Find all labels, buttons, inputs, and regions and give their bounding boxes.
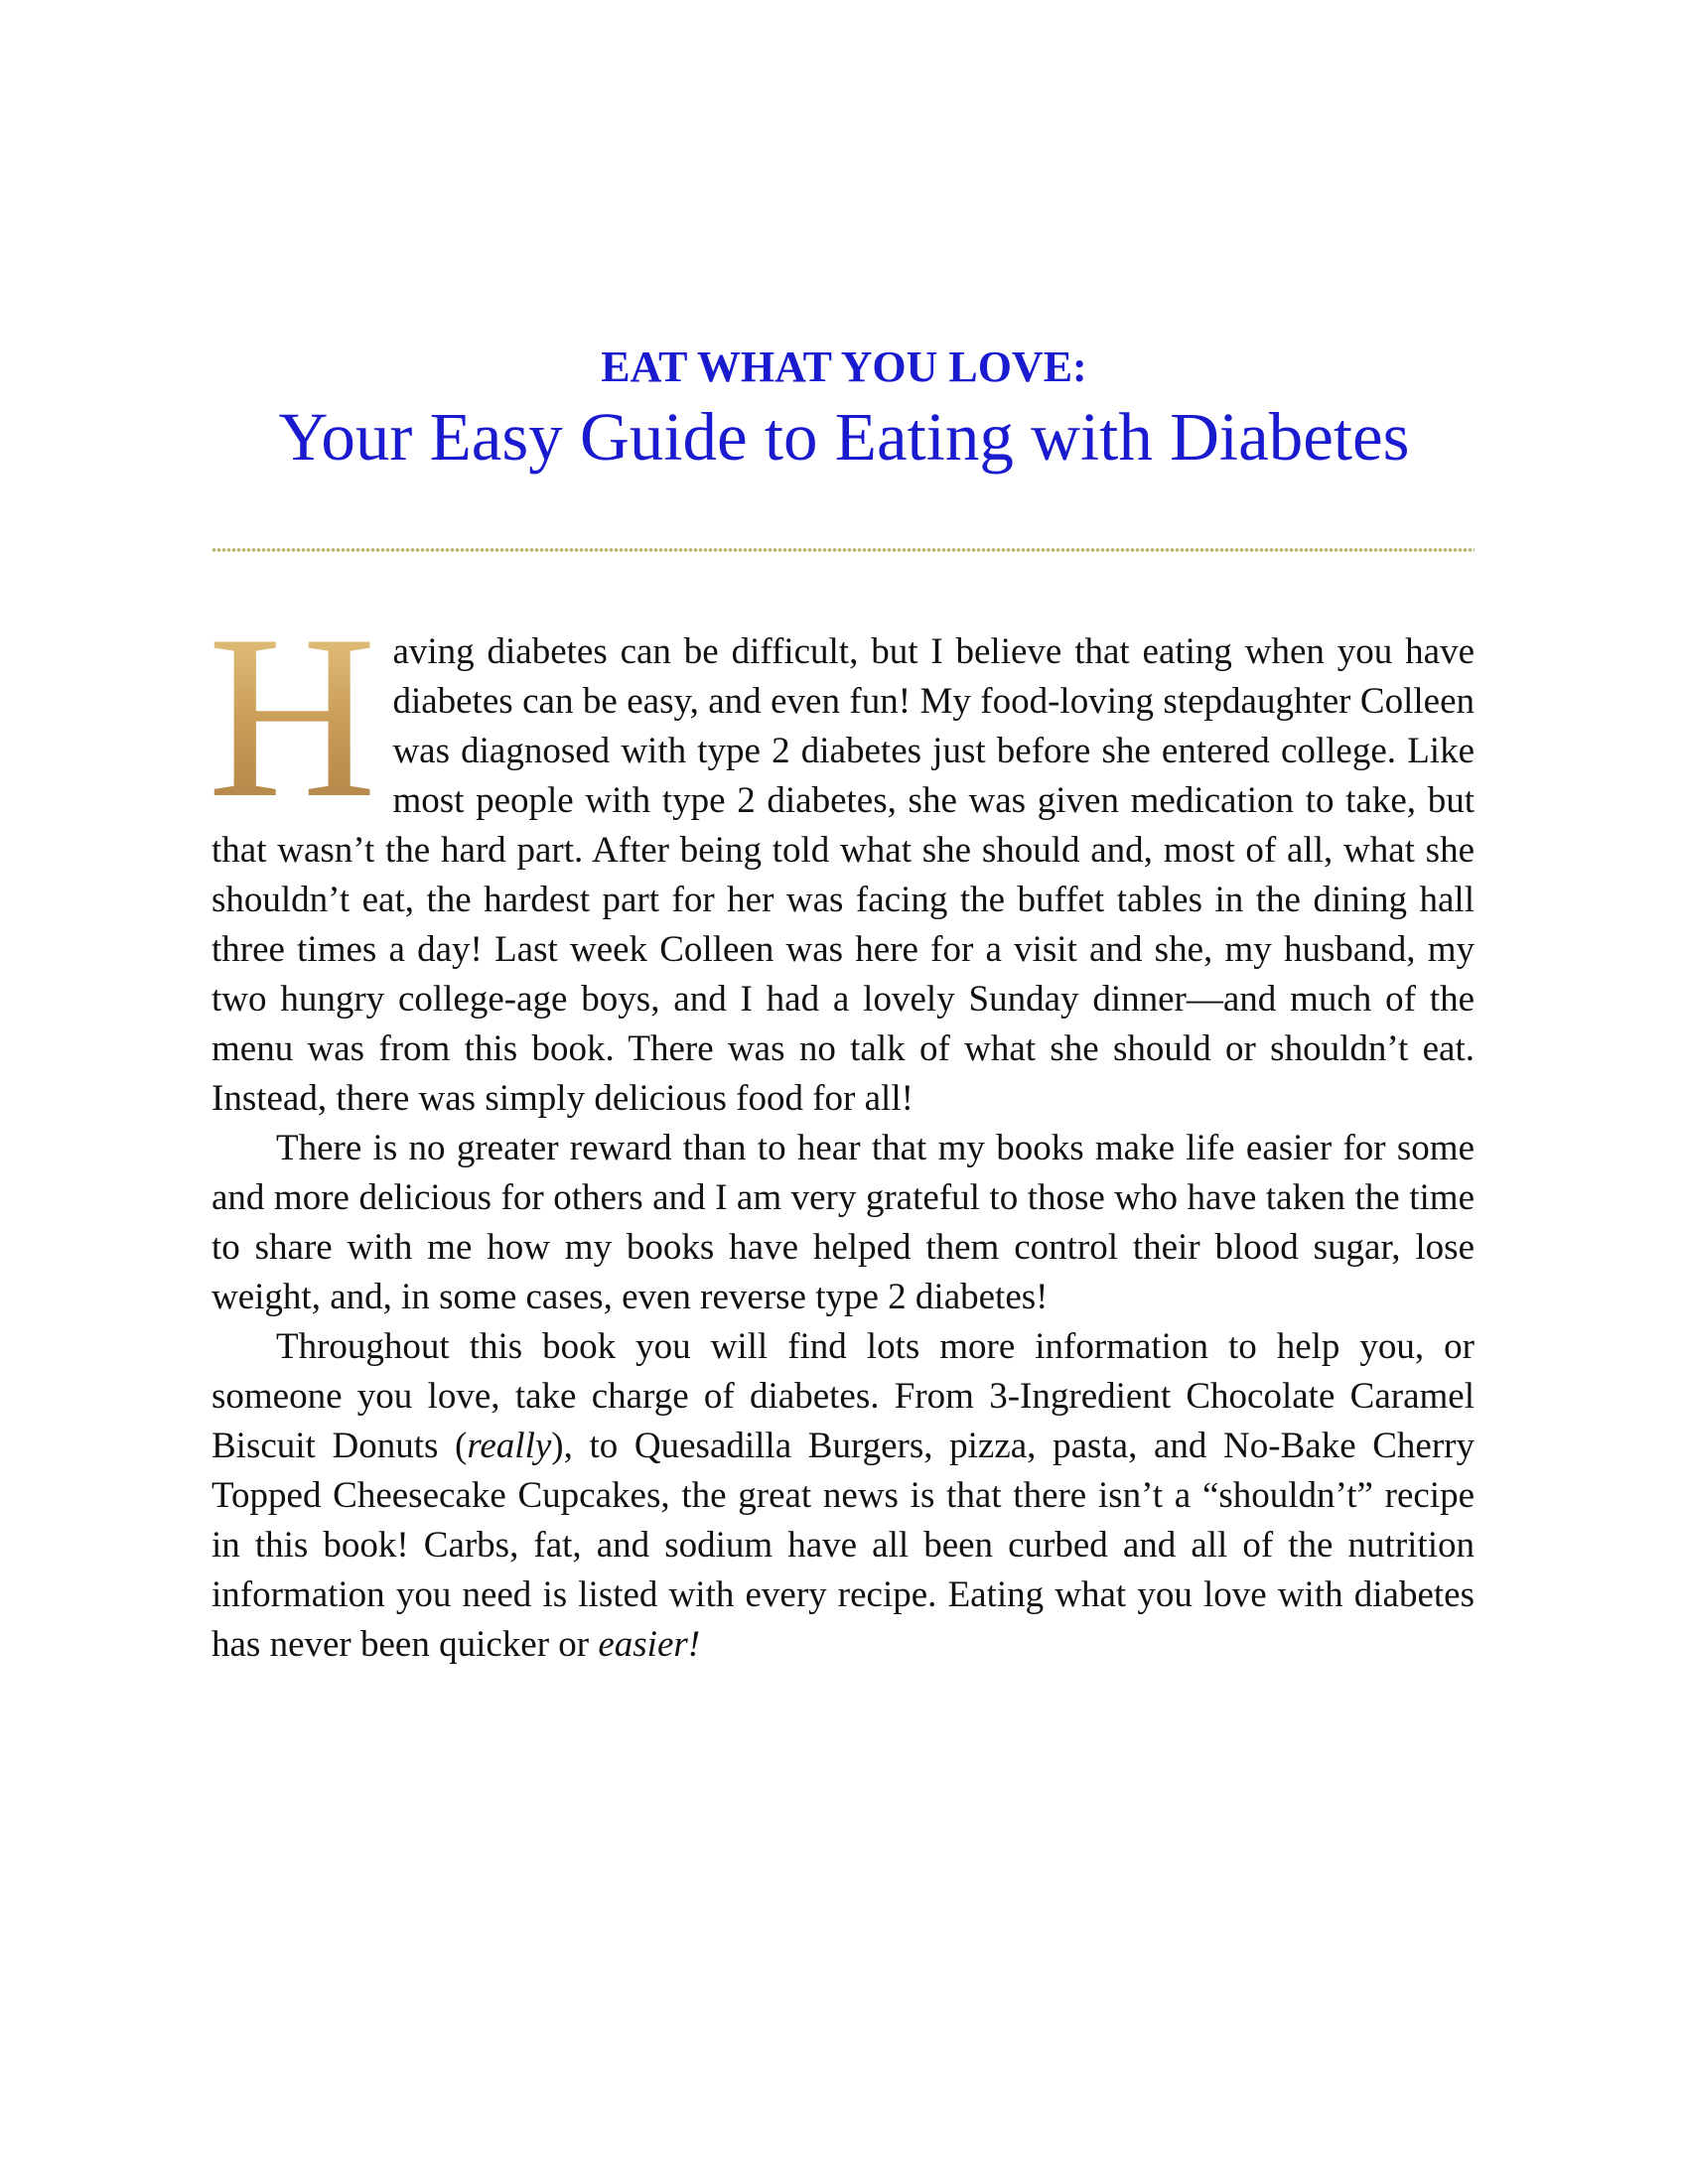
drop-cap: H	[208, 588, 377, 847]
book-kicker: EAT WHAT YOU LOVE:	[601, 342, 1087, 391]
paragraph-1-text: aving diabetes can be difficult, but I believe that eating when you have diabetes can be easy, and even fun! My food-loving stepdaughter Colleen was diagnosed with type 2 diabetes just before she entered college. Like most people with type 2 diabetes, she was given medication to take, but that wasn’t the hard part. After being told what she should and, most of all, what she shouldn’t eat, the hardest part for her was facing the buffet tables in the dining hall three times a day! Last week Colleen was here for a visit and she, my husband, my two hungry college-age boys, and I had a lovely Sunday dinner—and much of the menu was from this book. There was no talk of what she should or shouldn’t eat. Instead, there was simply delicious food for all!	[211, 631, 1475, 1119]
paragraph-3-italic-really: really	[467, 1426, 552, 1466]
paragraph-1	[208, 588, 1475, 1124]
article-body	[208, 588, 1475, 1670]
paragraph-3	[211, 1322, 1475, 1670]
paragraph-3-italic-easier: easier!	[598, 1624, 701, 1665]
book-title: Your Easy Guide to Eating with Diabetes	[278, 399, 1410, 475]
dotted-divider	[211, 547, 1475, 553]
paragraph-2: There is no greater reward than to hear that my books make life easier for some and more delicious for others and I am very grateful to those who have taken the time to share with me how my books have helped them control their blood sugar, lose weight, and, in some cases, even reverse type 2 diabetes!	[211, 1128, 1475, 1317]
paragraph-3-text-b: ), to Quesadilla Burgers, pizza, pasta, and No-Bake Cherry Topped Cheesecake Cupcakes, the great news is that there isn’t a “shouldn’t” recipe in this book! Carbs, fat, and sodium have all been curbed and all of the nutrition information you need is listed with every recipe. Eating what you love with diabetes has never been quicker or	[211, 1426, 1475, 1665]
paragraph-3-text-a: Throughout this book you will find lots more information to help you, or someone you love, take charge of diabetes. From 3-Ingredient Chocolate Caramel Biscuit Donuts (	[211, 1326, 1475, 1466]
